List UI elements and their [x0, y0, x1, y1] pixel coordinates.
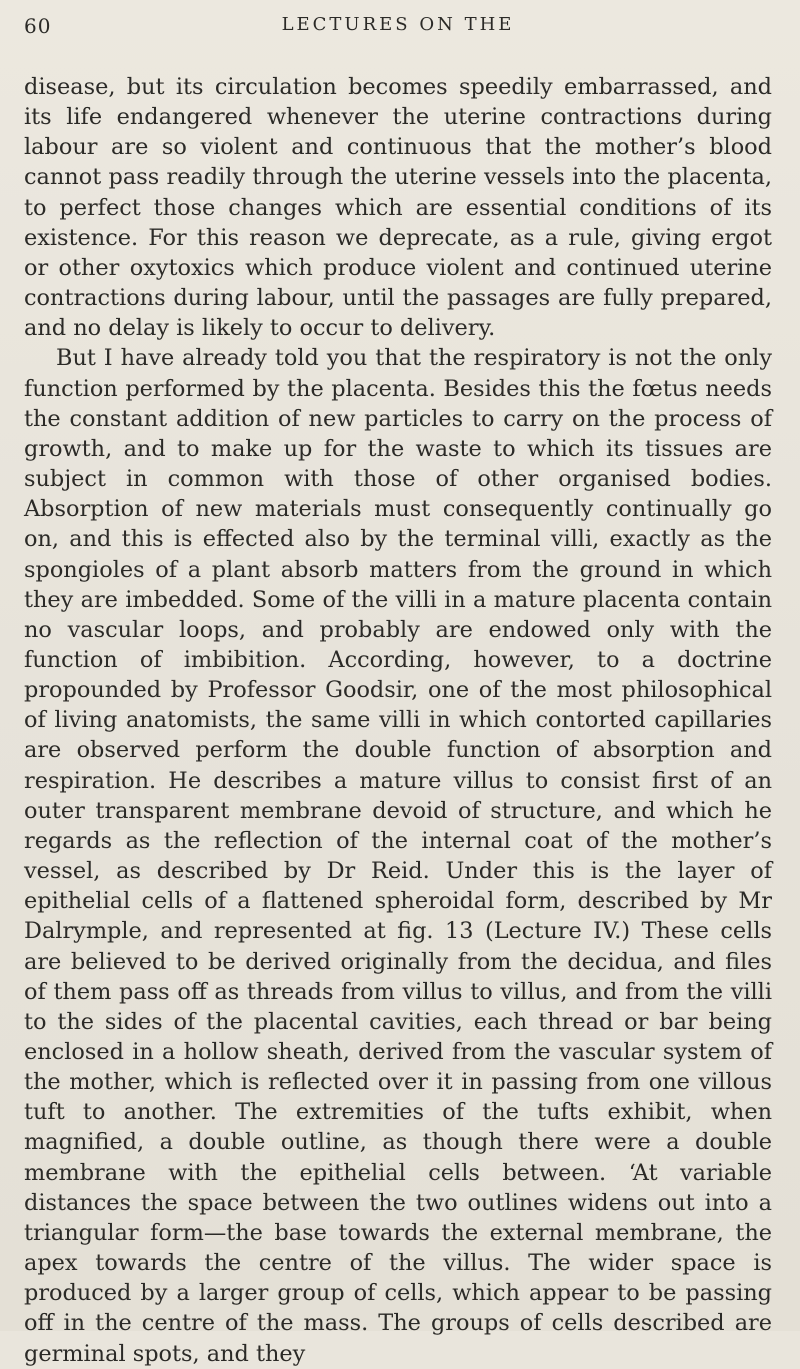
running-head: [24, 14, 772, 54]
body-text: [24, 72, 772, 1369]
paragraph-continued: disease, but its circulation becomes speedily embarrassed, and its life endangered whenever the uterine contractions during labour are so violent and continuous that the mother’s blood cannot pass readily through the uterine vessels into the placenta, to perfect those changes which are essential conditions of its existence. For this reason we deprecate, as a rule, giving ergot or other oxytoxics which produce violent and continued uterine contractions during labour, until the passages are fully prepared, and no delay is likely to occur to delivery.: [24, 74, 772, 342]
page-number: 60: [24, 14, 52, 38]
paragraph-placenta-functions: But I have already told you that the respiratory is not the only function performed by the placenta. Besides this the fœtus needs the constant addition of new particles to carry on the process of growth, and to make up for the waste to which its tissues are subject in common with those of other organised bodies. Absorption of new materials must consequently continually go on, and this is effected also by the terminal villi, exactly as the spongioles of a plant absorb matters from the ground in which they are imbedded. Some of the villi in a mature placenta contain no vascular loops, and probably are endowed only with the function of imbibition. According, however, to a doctrine propounded by Professor Goodsir, one of the most philosophical of living anatomists, the same villi in which contorted capillaries are observed perform the double function of absorption and respiration. He describes a mature villus to consist first of an outer transparent membrane devoid of structure, and which he regards as the reflection of the internal coat of the mother’s vessel, as described by Dr Reid. Under this is the layer of epithelial cells of a flattened spheroidal form, described by Mr Dalrymple, and represented at fig. 13 (Lecture IV.) These cells are believed to be derived originally from the decidua, and files of them pass off as threads from villus to villus, and from the villi to the sides of the placental cavities, each thread or bar being enclosed in a hollow sheath, derived from the vascular system of the mother, which is reflected over it in passing from one villous tuft to another. The extremities of the tufts exhibit, when magnified, a double outline, as though there were a double membrane with the epithelial cells between. ‘At variable distances the space between the two outlines widens out into a triangular form—the base towards the external membrane, the apex towards the centre of the villus. The wider space is produced by a larger group of cells, which appear to be passing off in the centre of the mass. The groups of cells described are germinal spots, and they: [24, 345, 772, 1367]
running-title: LECTURES ON THE: [281, 14, 515, 35]
